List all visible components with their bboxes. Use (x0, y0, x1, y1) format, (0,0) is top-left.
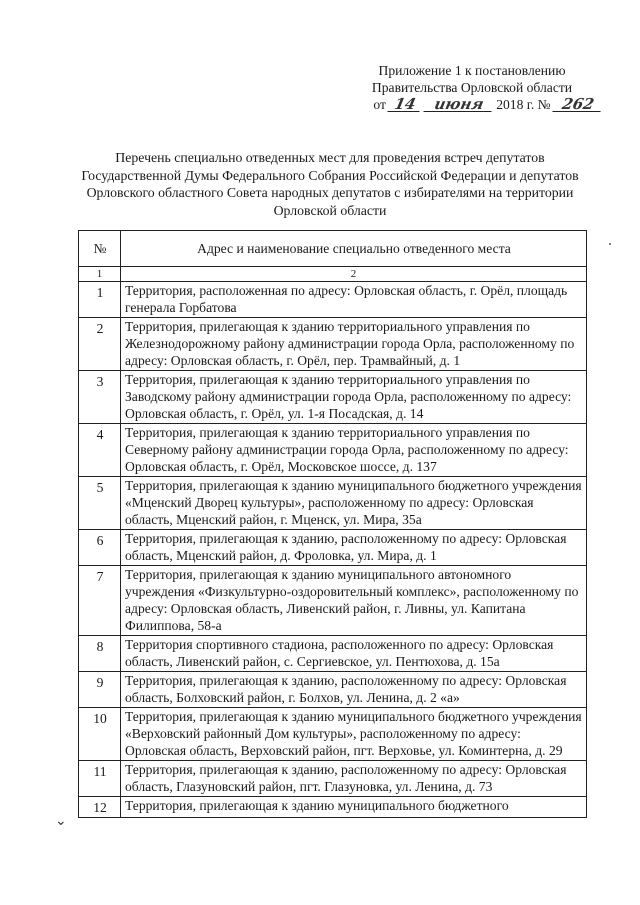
handwritten-number: 262 (552, 97, 603, 112)
row-address: Территория, прилегающая к зданию, расположенному по адресу: Орловская область, Болховский район, г. Болхов, ул. Ленина, д. 2 «а» (121, 672, 587, 708)
row-number: 2 (79, 318, 121, 371)
table-row (79, 424, 587, 477)
table-header-row (79, 231, 587, 267)
row-number: 8 (79, 636, 121, 672)
margin-mark: ⌄ (55, 814, 67, 829)
column-numbers-row (79, 267, 587, 282)
table-row (79, 708, 587, 761)
table-row (79, 672, 587, 708)
row-address: Территория, прилегающая к зданию муниципального бюджетного учреждения «Мценский Дворец культуры», расположенному по адресу: Орловская область, Мценский район, г. Мценск, ул. Мира, 35а (121, 477, 587, 530)
row-number: 1 (79, 282, 121, 318)
row-number: 7 (79, 566, 121, 636)
appendix-header (342, 62, 602, 113)
places-table (78, 230, 587, 818)
table-row (79, 636, 587, 672)
header-number: № (79, 231, 121, 267)
from-prefix: от (373, 97, 386, 112)
table-row (79, 371, 587, 424)
column-number-2: 2 (121, 267, 587, 282)
row-number: 10 (79, 708, 121, 761)
scan-speck (609, 243, 611, 245)
row-address: Территория, прилегающая к зданию, расположенному по адресу: Орловская область, Глазуновский район, пгт. Глазуновка, ул. Ленина, д. 73 (121, 761, 587, 797)
row-address: Территория, прилегающая к зданию территориального управления по Заводскому району администрации города Орла, расположенному по адресу: Орловская область, г. Орёл, ул. 1-я Посадская, д. 14 (121, 371, 587, 424)
header-address: Адрес и наименование специально отведенного места (121, 231, 587, 267)
table-row (79, 318, 587, 371)
row-number: 12 (79, 797, 121, 818)
row-number: 5 (79, 477, 121, 530)
handwritten-day: 14 (388, 97, 423, 112)
row-number: 3 (79, 371, 121, 424)
row-number: 11 (79, 761, 121, 797)
row-address: Территория, прилегающая к зданию территориального управления по Северному району администрации города Орла, расположенному по адресу: Орловская область, г. Орёл, Московское шоссе, д. 137 (121, 424, 587, 477)
row-address: Территория, прилегающая к зданию муниципального бюджетного учреждения «Верховский районный Дом культуры», расположенному по адресу: Орловская область, Верховский район, пгт. Верховье, ул. Коминтерна, д. 29 (121, 708, 587, 761)
document-title: Перечень специально отведенных мест для проведения встреч депутатов Государственной Думы Федерального Собрания Российской Федерации и депутатов Орловского областного Совета народных депутатов с избирателями на территории Орловской области (81, 150, 579, 218)
row-address: Территория, прилегающая к зданию территориального управления по Железнодорожному району администрации города Орла, расположенному по адресу: Орловская область, г. Орёл, пер. Трамвайный, д. 1 (121, 318, 587, 371)
table-row (79, 477, 587, 530)
table-row (79, 282, 587, 318)
row-number: 4 (79, 424, 121, 477)
row-address: Территория, прилегающая к зданию муниципального автономного учреждения «Физкультурно-оздоровительный комплекс», расположенному по адресу: Орловская область, Ливенский район, г. Ливны, ул. Капитана Филиппова, 58-а (121, 566, 587, 636)
year-text: 2018 г. № (496, 97, 551, 112)
row-address: Территория спортивного стадиона, расположенного по адресу: Орловская область, Ливенский район, с. Сергиевское, ул. Пентюхова, д. 15а (121, 636, 587, 672)
table-row (79, 761, 587, 797)
row-address: Территория, расположенная по адресу: Орловская область, г. Орёл, площадь генерала Горбатова (121, 282, 587, 318)
row-address: Территория, прилегающая к зданию муниципального бюджетного (121, 797, 587, 818)
table-row (79, 566, 587, 636)
column-number-1: 1 (79, 267, 121, 282)
table-row (79, 530, 587, 566)
row-number: 6 (79, 530, 121, 566)
appendix-date-line (342, 96, 602, 113)
appendix-line-1: Приложение 1 к постановлению (378, 63, 566, 78)
row-address: Территория, прилегающая к зданию, расположенному по адресу: Орловская область, Мценский район, д. Фроловка, ул. Мира, д. 1 (121, 530, 587, 566)
row-number: 9 (79, 672, 121, 708)
appendix-line-2: Правительства Орловской области (371, 80, 573, 95)
table-row (79, 797, 587, 818)
handwritten-month: июня (423, 97, 494, 112)
